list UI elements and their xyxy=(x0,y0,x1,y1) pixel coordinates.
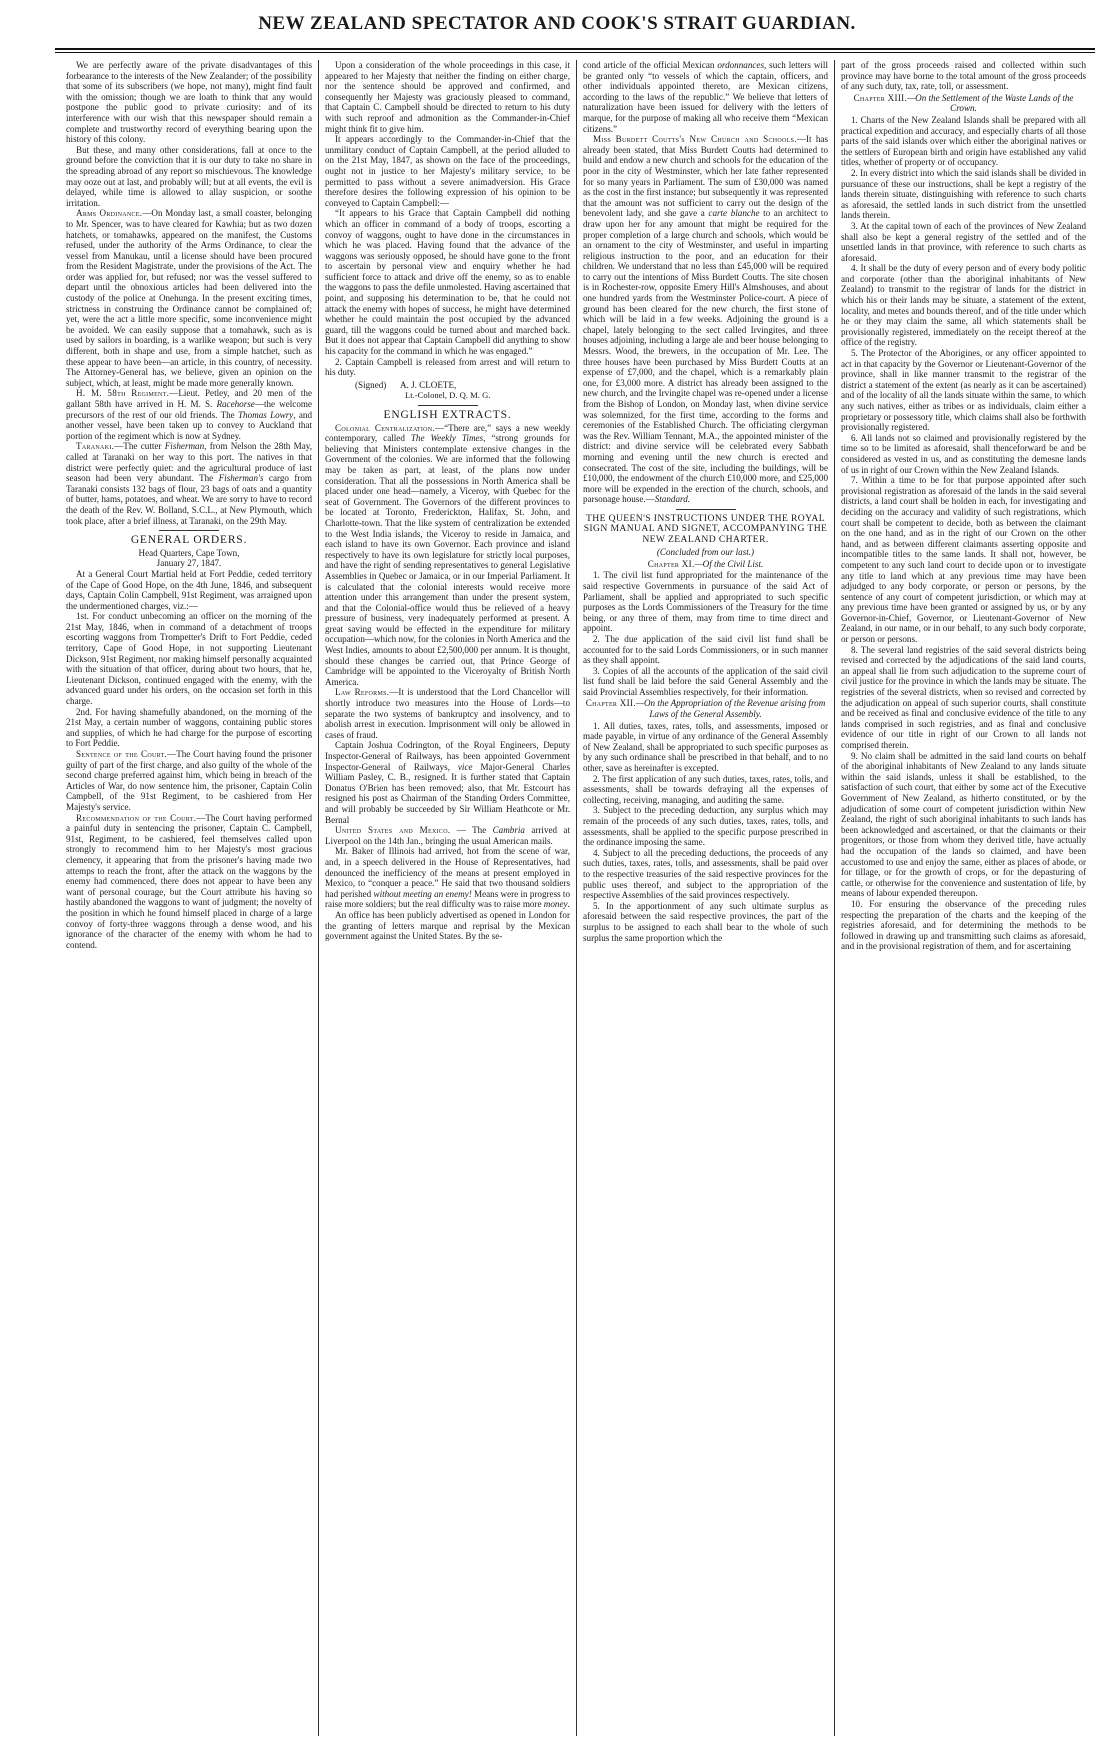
paragraph: 9. No claim shall be admitted in the said land courts on behalf of the aboriginal inhabitants of New Zealand to any lands situate within the said islands, unless it shall be established, to the satisfaction of such court, that either by some act of the Executive Government of New Zealand, as hitherto constituted, or by the adjudication of some court of competent jurisdiction within New Zealand, the right of such aboriginal inhabitants to such lands has been acknowledged and ascertained, or that the claimants or their progenitors, or those from whom they derived title, have actually had the occupation of the lands so claimed, and have been accustomed to use and enjoy the same, either as places of abode, or for tillage, or for the growth of crops, or for the depasturing of cattle, or otherwise for the convenience and sustentation of life, by means of labour expended thereupon. xyxy=(841,750,1086,899)
chapter-number: Chapter XII. xyxy=(585,698,636,709)
article-text: —The cutter xyxy=(114,441,165,452)
chapter-heading xyxy=(583,698,828,719)
chapter-title: —On the Appropriation of the Revenue arising from Laws of the General Assembly. xyxy=(635,698,826,720)
paragraph: At a General Court Martial held at Fort Peddie, ceded territory of the Cape of Good Hope, on the 4th June, 1846, and subsequent days, Captain Colin Campbell, 91st Regiment, was arraigned upon the undermentioned charges, viz.:— xyxy=(66,568,312,611)
article-taranaki xyxy=(66,441,312,526)
article-text: Mr. Baker of Illinois had arrived, hot from the scene of war, and, in a speech delivered in the House of Representatives, had denounced the inefficiency of the means at present employed in Mexico, to “conquer a peace.” He said that two thousand soldiers had perished xyxy=(325,846,570,899)
paragraph: 4. Subject to all the preceding deductions, the proceeds of any such duties, taxes, rates, tolls, and assessments, shall be paid over to the respective treasuries of the said respective provinces for the public uses thereof, and subject to the appropriation of the respective Assemblies of the said provinces respectively. xyxy=(583,847,828,901)
divider xyxy=(418,405,478,406)
signatory-name: A. J. CLOETE, xyxy=(399,379,457,390)
paragraph: 4. It shall be the duty of every person and of every body politic and corporate (other than the aboriginal inhabitants of New Zealand) to transmit to the registrar of lands for the district in which his or their lands may be situate, a statement of the extent, locality, and metes and bounds thereof, and of the title under which he or they may claim the same, all which statements shall be provisionally registered, immediately on the receipt thereof at the office of the registry. xyxy=(841,263,1086,348)
article-text: —The Court having performed a painful duty in sentencing the prisoner, Captain C. Campbell, 91st, Regiment, to be cashiered, feel themselves called upon strongly to recommend him to her Majesty's most gracious clemency, it appearing that from the prisoner's having made two attemps to reach the front, after the attack on the waggons by the enemy had commenced, there does not appear to have been any want of personal courage, but the Court attribute his having so hastily abandoned the waggons to want of judgment; the novelty of the position in which he found himself placed in charge of a large convoy of forty-three waggons through a dense wood, and his ignorance of the character of the enemy with whom he had to contend. xyxy=(66,812,312,950)
divider xyxy=(676,509,736,510)
article-heading: Recommendation of the Court. xyxy=(76,812,197,823)
paragraph: But these, and many other considerations, fall at once to the ground before the conviction that it is our duty to take no share in the spreading abroad of any report so mischievous. The knowledge may ooze out at last, and probably will; but at all events, the evil is delayed, while time is allowed to allay suspicion, or soothe irritation. xyxy=(66,144,312,208)
article-heading: United States and Mexico. xyxy=(335,825,451,836)
article-text: Captain Joshua Codrington, of the Royal Engineers, Deputy Inspector-General of Railways, has been appointed Government Inspector-General of Railways, xyxy=(325,740,570,772)
article-text: cargo from Taranaki consists 132 bags of flour, 23 bags of oats and a quantity of butter, hams, potatoes, and wheat. We are sorry to have to record the death of the Rev. W. Bolland, S.C.L., at New Plymouth, which took place, after a brief illness, at Taranaki, on the 29th May. xyxy=(66,473,312,526)
article-sentence xyxy=(66,749,312,813)
italic-word: money xyxy=(543,899,568,910)
paragraph xyxy=(325,740,570,825)
paragraph: 8. The several land registries of the said several districts being revised and corrected by the adjudications of the said land courts, an appeal shall lie from such adjudication to the supreme court of civil justice for the province in which the lands may be situate. The registries of the several districts, when so revised and corrected by the adjudication on appeal of such superior courts, shall constitute and be received as final and conclusive evidence of the title to any lands comprised in such registries, and as final and conclusive evidence of our title in right of our Crown to all lands not comprised therein. xyxy=(841,644,1086,750)
article-text: — The xyxy=(450,825,493,836)
paragraph: Upon a consideration of the whole proceedings in this case, it appeared to her Majesty that neither the finding on either charge, nor the sentence should be approved and confirmed, and consequently her Majesty was graciously pleased to command, that Captain C. Campbell should be directed to return to his duty with such reproof and admonition as the Commander-in-Chief might think fit to give him. xyxy=(325,60,570,134)
chapter-title: —On the Settlement of the Waste Lands of the Crown. xyxy=(907,92,1074,114)
paragraph: 1. Charts of the New Zealand Islands shall be prepared with all practical expedition and accuracy, and especially charts of all those parts of the said islands over which either the aboriginal natives or the settlers of European birth and origin have established any valid titles, whether of property or of occupancy. xyxy=(841,114,1086,168)
paragraph: We are perfectly aware of the private disadvantages of this forbearance to the interests of the New Zealander; of the possibility that some of its subscribers (we hope, not many), might find fault with the omission; though we are loath to think that any would postpone the public good to private curiosity: and of its interference with our wish that this newspaper should remain a complete and trustworthy record of everything bearing upon the history of this colony. xyxy=(66,60,312,145)
article-58th-regiment xyxy=(66,388,312,441)
column-1 xyxy=(60,60,318,1736)
signature-line xyxy=(355,380,570,391)
italic-phrase: without meeting an enemy! xyxy=(373,888,472,899)
article-text: , “strong grounds for believing that Ministers contemplate extensive changes in the Government of the colonies. We are informed that the following may be taken as part, at least, of the plans now under consideration. That all the possessions in North America shall be placed under one head—namely, a Viceroy, with Quebec for the seat of Government. The Governors of the different provinces to be located at Toronto, Frederickton, Halifax, St. John, and Charlotte-town. That the like system of centralization be extended to the West India islands, the Viceroy to reside in Jamaica, and each island to have its own Governor. Each province and island respectively to have its own legislature for strictly local purposes, and have the right of sending representatives to general Legislative Assemblies in Quebec or Jamaica, or in our Imperial Parliament. It is calculated that the colonial interests would receive more attention under this arrangement than under the present system, and that the Colonial-office would thus be relieved of a heavy pressure of business, very inadequately performed at present. A great saving would be effected in the expenditure for military occupation—which now, for the colonies in North America and the West Indies, amounts to about £2,500,000 per annum. It is thought, should these changes be carried out, that Prince George of Cambridge will be appointed to the Viceroyalty of British North America. xyxy=(325,433,570,687)
article-text: —the welcome precursors of the rest of our old friends. The xyxy=(66,399,312,420)
article-text: —It is understood that the Lord Chancellor will shortly introduce two measures into the House of Lords—to separate the two systems of bankruptcy and insolvency, and to abolish arrest in execution. Imprisonment will only be allowed in cases of fraud. xyxy=(325,687,570,740)
article-text: —On Monday last, a small coaster, belonging to Mr. Spencer, was to have cleared for Kawhia; but as two dozen hatchets, or tomahawks, appeared on the manifest, the Customs refused, under the authority of the Arms Ordinance, to clear the vessel from Manukau, until a license should have been procured from the Resident Magistrate, under the provisions of the Act. The order was applied for, but refused; nor was the vessel suffered to depart until the obnoxious articles had been delivered into the custody of the police at Onehunga. In the present exciting times, strictness in construing the Ordinance cannot be complained of; yet, were the act a little more specific, some inconvenience might be avoided. We can easily suppose that a tomahawk, such as is used by sailors in boarding, is a warlike weapon; but such is very different, both in shape and use, from a simple hatchet, such as these appear to have been—an article, in this country, of necessity. The Attorney-General has, we believe, given an opinion on the subject, which, at least, might be made more generally known. xyxy=(66,208,312,388)
paragraph: 3. At the capital town of each of the provinces of New Zealand shall also be kept a general registry of the settled and of the unsettled lands in that province, with reference to such charts as aforesaid. xyxy=(841,220,1086,263)
chapter-number: Chapter XI. xyxy=(647,558,695,569)
italic-phrase: carte blanche xyxy=(708,208,760,219)
paragraph: part of the gross proceeds raised and collected within such province may have borne to the total amount of the gross proceeds of any such duty, tax, rate, toll, or assessment. xyxy=(841,60,1086,92)
paragraph: 5. In the apportionment of any such ultimate surplus as aforesaid between the said respective provinces, the part of the surplus to be assigned to each shall bear to the whole of such surplus the same proportion which the xyxy=(583,900,828,943)
article-text: —Lieut. Petley, and 20 men of the gallant 58th have arrived in H. M. S. xyxy=(66,388,312,409)
paragraph: 10. For ensuring the observance of the preceding rules respecting the preparation of the charts and the keeping of the registries aforesaid, and for determining the methods to be followed in drawing up and transmitting such claims as aforesaid, and in the provisional registration of them, and for ascertaining xyxy=(841,898,1086,952)
paragraph xyxy=(583,60,828,134)
article-arms-ordinance xyxy=(66,208,312,388)
subheading: (Concluded from our last.) xyxy=(656,547,755,558)
article-heading: Miss Burdett Coutts's New Church and Schools. xyxy=(593,134,797,145)
paragraph: It appears accordingly to the Commander-in-Chief that the unmilitary conduct of Captain Campbell, at the period alluded to on the 21st May, 1847, as shown on the face of the proceedings, ought not in justice to her Majesty's military service, to be permitted to pass without a severe animadversion. His Grace therefore desires the following expression of his opinion to be conveyed to Captain Campbell:— xyxy=(325,134,570,208)
dateline: January 27, 1847. xyxy=(156,558,222,569)
paragraph: 6. All lands not so claimed and provisionally registered by the time so to be limited as aforesaid, shall thenceforward be and be considered as vested in us, and as constituting the demesne lands of us in right of our Crown within the New Zealand Islands. xyxy=(841,432,1086,475)
paragraph xyxy=(325,846,570,910)
article-united-states-mexico xyxy=(325,825,570,846)
paragraph: 3. Subject to the preceding deduction, any surplus which may remain of the proceeds of any such duties, taxes, rates, tolls, and assessments, shall be applied to the specific purpose prescribed in the ordinance imposing the same. xyxy=(583,805,828,848)
column-3 xyxy=(576,60,834,1736)
article-heading: Colonial Centralization. xyxy=(335,422,436,433)
article-text: arrived at Liverpool on the 14th Jan., bringing the usual American mails. xyxy=(325,825,570,846)
newspaper-columns xyxy=(60,60,1092,1736)
paragraph: 1. The civil list fund appropriated for the maintenance of the said respective Governments in pursuance of the said Act of Parliament, shall be applied and appropriated to such specific purposes as the Lords Commissioners of the Treasury for the time being, or any three of them, may from time to time direct and appoint. xyxy=(583,570,828,634)
article-text: to an architect to draw upon her for any amount that might be required for the proper completion of a large church and schools, which would be an ornament to the city of Westminster, and useful in imparting religious instruction to the poor, and an education for their children. We understand that no less than £45,000 will be required to carry out the intentions of Miss Burdett Coutts. The site chosen is in Rochester-row, opposite Emery Hill's Almshouses, and about one hundred yards from the Westminster Police-court. A piece of ground has been cleared for the new church, the first stone of which will be laid in a few weeks. Adjoining the ground is a chapel, lately belonging to the sect called Irvingites, and three houses adjoining, including a large ale and beer house belonging to Messrs. Wood, the brewers, in the occupation of Mr. Lee. The three houses have been purchased by Miss Burdett Coutts at an expense of £7,000, and the chapel, which is a remarkably plain one, for £3,000 more. A district has already been assigned to the new church, and the Irvingite chapel was re-opened under a license from the Bishop of London, on Monday last, when divine service was solemnized, for the first time, according to the forms and ceremonies of the Established Church. The officiating clergyman was the Rev. William Tennant, M.A., the appointed minister of the district: and divine service will be celebrated every Sabbath morning and evening until the new church is erected and consecrated. The cost of the site, including the buildings, will be £10,000, the endowment of the church £10,000 more, and £25,000 more will be expended in the erection of the church, schools, and parsonage house.— xyxy=(583,208,828,505)
section-heading-english-extracts: ENGLISH EXTRACTS. xyxy=(383,409,512,421)
source-credit: Standard. xyxy=(654,494,691,505)
column-2 xyxy=(318,60,576,1736)
chapter-heading xyxy=(841,93,1086,114)
ship-name: Fisherman's xyxy=(218,473,264,484)
article-text: , such letters will be granted only “to vessels of which the captain, officers, and other individuals appointed thereto, are Mexican citizens, according to the laws of the republic.” We believe that letters of naturalization have been issued for delivery with the letters of marque, for the purpose of making all who receive them “Mexican citizens.” xyxy=(583,60,828,134)
article-text: —The Court having found the prisoner guilty of part of the first charge, and also guilty of the whole of the second charge preferred against him, which being in breach of the Articles of War, do now sentence him, the prisoner, Captain Colin Campbell, of the 91st Regiment, to be cashiered from Her Majesty's service. xyxy=(66,749,312,812)
article-heading: Taranaki. xyxy=(76,441,115,452)
ship-name: Racehorse xyxy=(216,399,255,409)
paragraph: 7. Within a time to be for that purpose appointed after such provisional registration as aforesaid of the lands in the said several districts, a land court shall be holden in each, for investigating and deciding on the accuracy and validity of such registrations, which court shall be competent to decide, both as between the claimant on the one hand, and as in the right of our Crown on the other hand, and as between different claimants asserting opposite and incompatible titles to the same lands. It shall not, however, be competent to any such land court to decide upon or to investigate any title to land which at any previous time may have been adjudged to any body corporate, or person or persons, by the sentence of any court of competent jurisdiction, or which may at any previous time have been granted or assigned by us, or by any Governor-in-Chief, Governor, or Lieutenant-Governor of New Zealand, in our name, or in our behalf, to any such body corporate, or person or persons. xyxy=(841,475,1086,645)
article-text: , and another vessel, have been taken up to convey to Auckland that portion of the regiment which is now at Sydney. xyxy=(66,409,312,441)
ship-name: Cambria xyxy=(492,825,525,836)
column-4 xyxy=(834,60,1092,1736)
chapter-heading xyxy=(583,559,828,570)
newspaper-name: The Weekly Times xyxy=(410,433,484,444)
paragraph: “It appears to his Grace that Captain Campbell did nothing which an officer in command of a body of troops, escorting a convoy of waggons, ought to have done in the circumstances in which he was placed. Having found that the advance of the waggons was seriously opposed, he should have gone to the front to ascertain by personal view and enquiry whether he had sufficient force to attack and drive off the enemy, so as to enable the waggons to pass the defile unmolested. Having ascertained that point, and supposing his determination to be, that he could not attack the enemy with hopes of success, he might have determined whether he could maintain the post occupied by the advanced guard, till the waggons could be turned about and marched back. But it does not appear that Captain Campbell did anything to show his capacity for the command in which he was engaged.” xyxy=(325,208,570,357)
paragraph: 2. In every district into which the said islands shall be divided in pursuance of these our instructions, shall be kept a registry of the lands therein situate, distinguishing with reference to such charts as aforesaid, the settled lands in such district from the unsettled lands therein. xyxy=(841,167,1086,221)
article-text: —It has already been stated, that Miss Burdett Coutts had determined to build and endow a new church and schools for the education of the poor in the city of Westminster, which her late father represented for so many years in Parliament. The sum of £30,000 was named as the cost in the first instance; but subsequently it was represented that the amount was not sufficient to carry out the design of the benevolent lady, and she gave a xyxy=(583,134,828,219)
article-heading: Law Reforms. xyxy=(335,687,390,698)
paragraph: 5. The Protector of the Aborigines, or any officer appointed to act in that capacity by the Governor or Lieutenant-Governor of the province, shall in like manner transmit to the registrar of the district a statement of the extent (as nearly as it can be ascertained) and of the locality of all the lands situate within the same, to which any such natives, either as tribes or as individuals, claim either a proprietary or possessory title, which claims shall also be forthwith provisionally registered. xyxy=(841,348,1086,433)
article-colonial-centralization xyxy=(325,423,570,688)
divider xyxy=(159,530,219,531)
section-heading-general-orders: GENERAL ORDERS. xyxy=(130,534,248,547)
masthead-rule-thin xyxy=(55,52,1095,53)
article-heading: Arms Ordinance. xyxy=(76,208,143,219)
dateline: Head Quarters, Cape Town, xyxy=(138,547,240,558)
article-text: , from Nelson the 28th May, called at Taranaki on her way to this port. The natives in that district were perfectly quiet: and the agricultural produce of last season had been very abundant. The xyxy=(66,441,312,484)
article-burdett-coutts xyxy=(583,134,828,505)
paragraph: 3. Copies of all the accounts of the application of the said civil list fund shall be laid before the said General Assembly and the said Provincial Assemblies respectively, for their information. xyxy=(583,665,828,697)
paragraph: 2. Captain Campbell is released from arrest and will return to his duty. xyxy=(325,356,570,378)
paragraph: 1st. For conduct unbecoming an officer on the morning of the 21st May, 1846, when in command of a detachment of troops escorting waggons from Trompetter's Drift to Fort Peddie, ceded territory, Cape of Good Hope, in not supporting Lieutenant Dickson, 91st Regiment, nor making himself personally acquainted with the situation of that officer, during about two hours, that he, Lieutenant Dickson, continued engaged with the enemy, with the advanced guard under his orders, on the occasion set forth in this charge. xyxy=(66,611,312,707)
chapter-title: —Of the Civil List. xyxy=(694,558,764,569)
article-text: cond article of the official Mexican xyxy=(583,60,718,70)
article-heading: H. M. 58th Regiment. xyxy=(76,388,170,399)
article-text: . xyxy=(567,899,570,910)
signed-label: (Signed) xyxy=(355,379,387,390)
ship-name: Thomas Lowry xyxy=(237,409,294,420)
article-text: Major-General Charles William Pasley, C. B., resigned. It is further stated that Captain Donatus O'Brien has been removed; also, that Mr. Estcourt has resigned his post as Chairman of the Standing Orders Committee, and will probably be succeeded by Sir William Heathcote or Mr. Bernal xyxy=(325,761,570,825)
paragraph: 2. The first application of any such duties, taxes, rates, tolls, and assessments, shall be towards defraying all the expenses of collecting, receiving, managing, and auditing the same. xyxy=(583,773,828,805)
ship-name: Fisherman xyxy=(164,441,205,452)
article-recommendation xyxy=(66,813,312,951)
chapter-number: Chapter XIII. xyxy=(853,92,908,103)
article-law-reforms xyxy=(325,687,570,740)
paragraph: 2nd. For having shamefully abandoned, on the morning of the 21st May, a certain number of waggons, containing public stores and supplies, of which he had charge for the purpose of escorting to Fort Peddie. xyxy=(66,706,312,749)
italic-word: ordonnances xyxy=(717,60,764,70)
section-heading-queens-instructions: THE QUEEN'S INSTRUCTIONS UNDER THE ROYAL SIGN MANUAL AND SIGNET, ACCOMPANYING THE NEW ZEALAND CHARTER. xyxy=(583,512,828,545)
article-text: —“There are,” says a new weekly contemporary, called xyxy=(325,422,570,444)
article-heading: Sentence of the Court. xyxy=(76,749,168,759)
paragraph: An office has been publicly advertised as opened in London for the granting of letters marque and reprisal by the Mexican government against the United States. By the se- xyxy=(325,909,570,942)
signatory-title: Lt.-Colonel, D. Q. M. G. xyxy=(405,390,491,401)
paragraph: 2. The due application of the said civil list fund shall be accounted for to the said Lords Commissioners, or in such manner as they shall appoint. xyxy=(583,633,828,666)
masthead-rule xyxy=(55,48,1095,50)
masthead-title: NEW ZEALAND SPECTATOR AND COOK'S STRAIT GUARDIAN. xyxy=(258,13,856,34)
italic-word: vice xyxy=(457,761,473,772)
article-text: Means were in progress to raise more soldiers; but the real difficulty was to raise more xyxy=(325,888,570,910)
paragraph: 1. All duties, taxes, rates, tolls, and assessments, imposed or made payable, in virtue of any ordinance of the General Assembly of New Zealand, shall be appropriated to such specific purposes as by any such ordinance shall be prescribed in that behalf, and to no other, save as hereinafter is excepted. xyxy=(583,720,828,774)
